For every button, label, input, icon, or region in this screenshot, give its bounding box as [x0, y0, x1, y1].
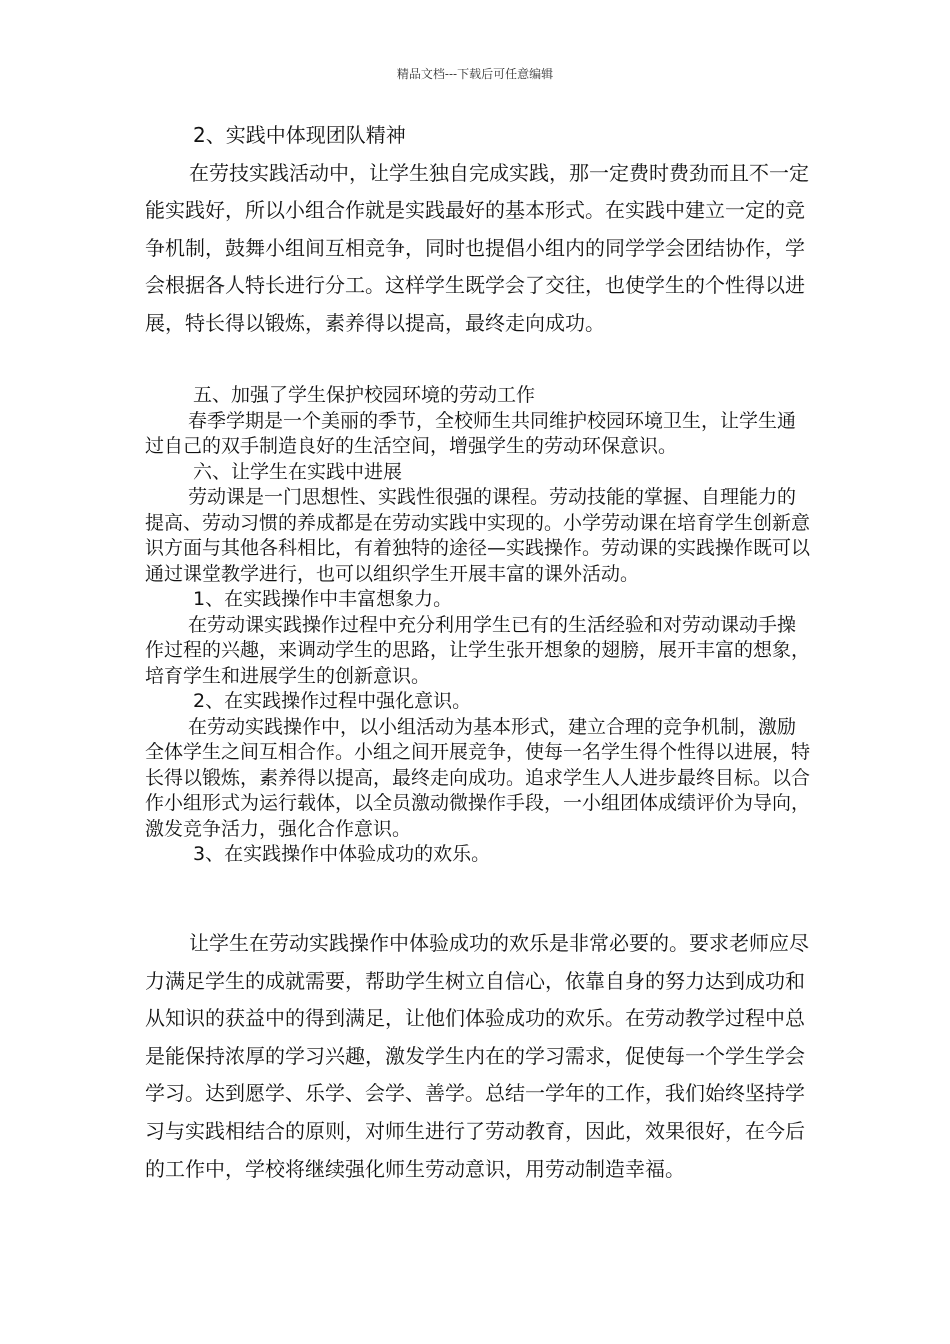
- section-paragraph: 劳动课是一门思想性、实践性很强的课程。劳动技能的掌握、自理能力的提高、劳动习惯的养成都是在劳动实践中实现的。小学劳动课在培育学生创新意识方面与其他各科相比，有着独特的途径—实践操作。劳动课的实践操作既可以通过课堂教学进行，也可以组织学生开展丰富的课外活动。: [145, 486, 811, 585]
- page-header: 精品文档---下载后可任意编辑: [396, 67, 554, 81]
- section-paragraph: 春季学期是一个美丽的季节，全校师生共同维护校园环境卫生，让学生通过自己的双手制造良好的生活空间，增强学生的劳动环保意识。: [145, 409, 797, 457]
- section-team-spirit: [145, 117, 810, 343]
- section-paragraph: 在劳动课实践操作过程中充分利用学生已有的生活经验和对劳动课动手操作过程的兴趣，来调动学生的思路，让学生张开想象的翅膀，展开丰富的想象，培育学生和进展学生的创新意识。: [145, 613, 811, 687]
- section-heading: 六、让学生在实践中进展: [193, 460, 403, 483]
- section-success: [145, 925, 810, 1188]
- section-middle: [145, 383, 810, 868]
- section-heading: 1、在实践操作中丰富想象力。: [193, 588, 453, 610]
- section-paragraph: 在劳技实践活动中，让学生独自完成实践，那一定费时费劲而且不一定能实践好，所以小组合作就是实践最好的基本形式。在实践中建立一定的竞争机制，鼓舞小组间互相竞争，同时也提倡小组内的同学学会团结协作，学会根据各人特长进行分工。这样学生既学会了交往，也使学生的个性得以进展，特长得以锻炼，素养得以提高，最终走向成功。: [145, 160, 809, 335]
- section-paragraph: 让学生在劳动实践操作中体验成功的欢乐是非常必要的。要求老师应尽力满足学生的成就需要，帮助学生树立自信心，依靠自身的努力达到成功和从知识的获益中的得到满足，让他们体验成功的欢乐。在劳动教学过程中总是能保持浓厚的学习兴趣，激发学生内在的学习需求，促使每一个学生学会学习。达到愿学、乐学、会学、善学。总结一学年的工作，我们始终坚持学习与实践相结合的原则，对师生进行了劳动教育，因此，效果很好，在今后的工作中，学校将继续强化师生劳动意识，用劳动制造幸福。: [145, 931, 809, 1181]
- section-heading: 2、实践中体现团队精神: [193, 123, 406, 147]
- section-heading: 五、加强了学生保护校园环境的劳动工作: [193, 384, 536, 406]
- section-heading: 2、在实践操作过程中强化意识。: [193, 690, 472, 712]
- section-paragraph: 在劳动实践操作中，以小组活动为基本形式，建立合理的竞争机制，激励全体学生之间互相合作。小组之间开展竞争，使每一名学生得个性得以进展，特长得以锻炼，素养得以提高，最终走向成功。追求学生人人进步最终目标。以合作小组形式为运行载体，以全员激动微操作手段，一小组团体成绩评价为导向，激发竞争活力，强化合作意识。: [145, 715, 811, 840]
- section-heading: 3、在实践操作中体验成功的欢乐。: [193, 843, 491, 865]
